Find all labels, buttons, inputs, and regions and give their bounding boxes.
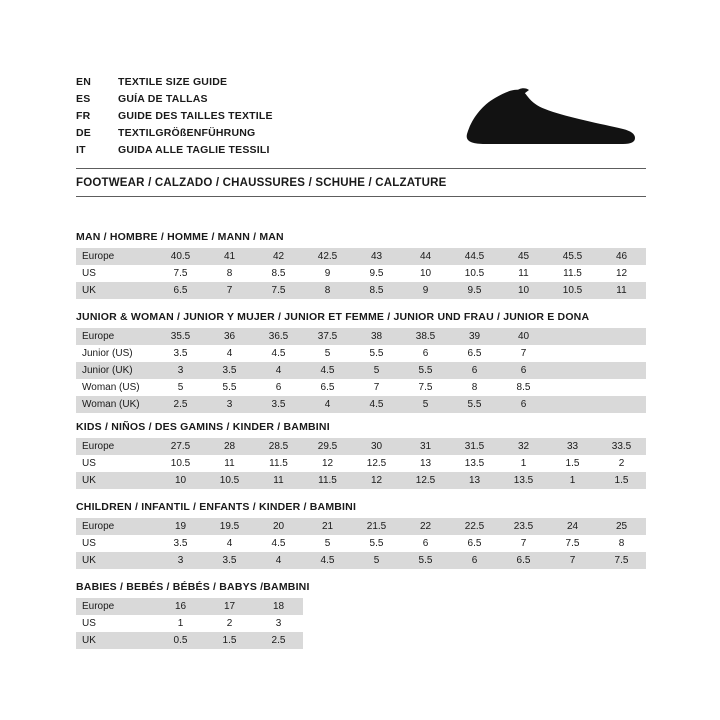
cell: 13.5 [499,472,548,489]
row-label: Europe [76,328,156,345]
cell: 1 [548,472,597,489]
language-title-list [76,74,496,159]
cell: 19.5 [205,518,254,535]
table-row [76,396,646,413]
cell: 44.5 [450,248,499,265]
row-label: US [76,535,156,552]
section-junior-woman [76,311,646,413]
cell: 5.5 [450,396,499,413]
cell: 45.5 [548,248,597,265]
cell: 12.5 [352,455,401,472]
cell: 4.5 [352,396,401,413]
cell: 7.5 [254,282,303,299]
cell: 4 [205,535,254,552]
cell: 11 [254,472,303,489]
cell: 11 [499,265,548,282]
row-label: Europe [76,438,156,455]
cell [548,345,597,362]
cell: 21.5 [352,518,401,535]
row-label: Europe [76,518,156,535]
cell: 12 [303,455,352,472]
cell: 35.5 [156,328,205,345]
cell: 9 [303,265,352,282]
cell [597,362,646,379]
cell: 6 [499,396,548,413]
cell: 9 [401,282,450,299]
language-code: DE [76,127,91,139]
cell: 40 [499,328,548,345]
cell: 12.5 [401,472,450,489]
cell: 3 [156,362,205,379]
language-title: TEXTILE SIZE GUIDE [118,76,228,88]
row-label: UK [76,472,156,489]
cell: 8 [205,265,254,282]
cell: 29.5 [303,438,352,455]
size-table-kids [76,438,646,489]
section-title: KIDS / NIÑOS / DES GAMINS / KINDER / BAMBINI [76,421,330,433]
cell: 39 [450,328,499,345]
cell: 16 [156,598,205,615]
cell: 2.5 [254,632,303,649]
cell: 10.5 [548,282,597,299]
cell: 31.5 [450,438,499,455]
cell: 23.5 [499,518,548,535]
row-label: Junior (US) [76,345,156,362]
cell: 13 [401,455,450,472]
table-row [76,379,646,396]
cell: 5 [303,345,352,362]
cell: 3 [156,552,205,569]
cell: 4.5 [254,535,303,552]
cell: 11.5 [303,472,352,489]
cell: 8 [597,535,646,552]
cell: 17 [205,598,254,615]
cell: 3 [254,615,303,632]
cell: 32 [499,438,548,455]
cell: 3.5 [254,396,303,413]
cell: 20 [254,518,303,535]
row-label: UK [76,282,156,299]
size-table-babies [76,598,303,649]
cell: 4.5 [303,552,352,569]
cell: 7.5 [156,265,205,282]
cell: 44 [401,248,450,265]
cell: 11 [205,455,254,472]
cell: 9.5 [450,282,499,299]
cell: 10 [401,265,450,282]
table-row [76,455,646,472]
cell: 2.5 [156,396,205,413]
cell: 1.5 [205,632,254,649]
cell: 46 [597,248,646,265]
cell: 1 [156,615,205,632]
cell: 11 [597,282,646,299]
cell: 33.5 [597,438,646,455]
cell: 7 [499,345,548,362]
cell: 5 [156,379,205,396]
table-row [76,632,303,649]
section-title: CHILDREN / INFANTIL / ENFANTS / KINDER / BAMBINI [76,501,357,513]
cell: 45 [499,248,548,265]
language-title: GUIDE DES TAILLES TEXTILE [118,110,273,122]
cell: 7 [205,282,254,299]
cell: 6.5 [303,379,352,396]
cell: 42 [254,248,303,265]
category-title: FOOTWEAR / CALZADO / CHAUSSURES / SCHUHE / CALZATURE [76,177,447,189]
cell: 22.5 [450,518,499,535]
table-row [76,552,646,569]
section-title: MAN / HOMBRE / HOMME / MANN / MAN [76,231,284,243]
cell: 6 [401,345,450,362]
cell [548,328,597,345]
cell: 4.5 [254,345,303,362]
cell: 7 [352,379,401,396]
language-code: FR [76,110,91,122]
cell: 7 [548,552,597,569]
cell: 19 [156,518,205,535]
cell: 2 [205,615,254,632]
cell: 5 [352,362,401,379]
cell: 6.5 [450,345,499,362]
cell: 43 [352,248,401,265]
cell: 4 [303,396,352,413]
size-table-children [76,518,646,569]
cell: 30 [352,438,401,455]
cell: 6.5 [450,535,499,552]
cell [548,379,597,396]
cell: 5.5 [352,535,401,552]
cell: 5.5 [401,552,450,569]
cell [597,328,646,345]
cell: 6 [499,362,548,379]
table-row [76,518,646,535]
table-row [76,282,646,299]
table-row [76,345,646,362]
section-man [76,231,646,299]
language-code: IT [76,144,86,156]
cell: 12 [352,472,401,489]
cell: 42.5 [303,248,352,265]
cell: 5.5 [205,379,254,396]
cell: 5 [401,396,450,413]
row-label: US [76,615,156,632]
row-label: US [76,455,156,472]
cell [597,379,646,396]
cell: 6.5 [499,552,548,569]
language-row [76,108,496,125]
cell: 21 [303,518,352,535]
cell: 13 [450,472,499,489]
language-code: EN [76,76,91,88]
cell: 36 [205,328,254,345]
row-label: Junior (UK) [76,362,156,379]
language-row [76,74,496,91]
cell: 7.5 [548,535,597,552]
cell: 6 [450,552,499,569]
language-code: ES [76,93,91,105]
cell: 2 [597,455,646,472]
table-row [76,438,646,455]
table-row [76,598,303,615]
cell: 28 [205,438,254,455]
cell: 10 [499,282,548,299]
cell: 11.5 [548,265,597,282]
size-table-junior-woman [76,328,646,413]
cell: 31 [401,438,450,455]
table-row [76,362,646,379]
cell: 1 [499,455,548,472]
cell: 3.5 [156,535,205,552]
size-table-man [76,248,646,299]
cell: 3.5 [205,362,254,379]
language-row [76,142,496,159]
cell: 7.5 [401,379,450,396]
row-label: US [76,265,156,282]
cell: 3.5 [156,345,205,362]
cell: 13.5 [450,455,499,472]
row-label: Woman (US) [76,379,156,396]
cell: 8.5 [499,379,548,396]
cell: 8 [303,282,352,299]
language-title: GUÍA DE TALLAS [118,93,208,105]
cell: 3 [205,396,254,413]
dress-shoe-icon [455,78,645,158]
cell: 25 [597,518,646,535]
cell: 8.5 [254,265,303,282]
table-row [76,535,646,552]
cell: 41 [205,248,254,265]
cell: 18 [254,598,303,615]
cell: 24 [548,518,597,535]
cell: 27.5 [156,438,205,455]
cell: 5.5 [352,345,401,362]
cell: 8.5 [352,282,401,299]
cell: 1.5 [597,472,646,489]
header [76,74,496,197]
cell: 4 [205,345,254,362]
cell: 11.5 [254,455,303,472]
cell: 37.5 [303,328,352,345]
cell: 12 [597,265,646,282]
cell: 7.5 [597,552,646,569]
cell [597,396,646,413]
section-title: BABIES / BEBÉS / BÉBÉS / BABYS /BAMBINI [76,581,310,593]
cell: 6 [450,362,499,379]
cell: 5 [303,535,352,552]
cell: 22 [401,518,450,535]
cell: 6 [401,535,450,552]
cell [548,396,597,413]
cell: 6 [254,379,303,396]
language-row [76,125,496,142]
cell: 36.5 [254,328,303,345]
table-row [76,265,646,282]
category-divider [76,196,646,197]
header-divider [76,168,646,169]
section-title: JUNIOR & WOMAN / JUNIOR Y MUJER / JUNIOR ET FEMME / JUNIOR UND FRAU / JUNIOR E DONA [76,311,590,323]
cell: 4 [254,362,303,379]
cell: 7 [499,535,548,552]
cell [548,362,597,379]
row-label: UK [76,632,156,649]
cell: 40.5 [156,248,205,265]
row-label: Europe [76,598,156,615]
cell: 10.5 [205,472,254,489]
cell: 33 [548,438,597,455]
cell: 6.5 [156,282,205,299]
table-row [76,248,646,265]
row-label: Woman (UK) [76,396,156,413]
cell: 38.5 [401,328,450,345]
table-row [76,615,303,632]
cell: 10.5 [156,455,205,472]
cell: 28.5 [254,438,303,455]
section-kids [76,421,646,489]
cell: 9.5 [352,265,401,282]
cell [597,345,646,362]
language-title: TEXTILGRÖßENFÜHRUNG [118,127,256,139]
language-row [76,91,496,108]
cell: 8 [450,379,499,396]
cell: 4.5 [303,362,352,379]
cell: 3.5 [205,552,254,569]
cell: 0.5 [156,632,205,649]
language-title: GUIDA ALLE TAGLIE TESSILI [118,144,270,156]
table-row [76,328,646,345]
cell: 10.5 [450,265,499,282]
section-children [76,501,646,569]
cell: 5 [352,552,401,569]
cell: 10 [156,472,205,489]
section-babies [76,581,646,649]
table-row [76,472,646,489]
cell: 1.5 [548,455,597,472]
cell: 4 [254,552,303,569]
cell: 38 [352,328,401,345]
row-label: UK [76,552,156,569]
row-label: Europe [76,248,156,265]
cell: 5.5 [401,362,450,379]
